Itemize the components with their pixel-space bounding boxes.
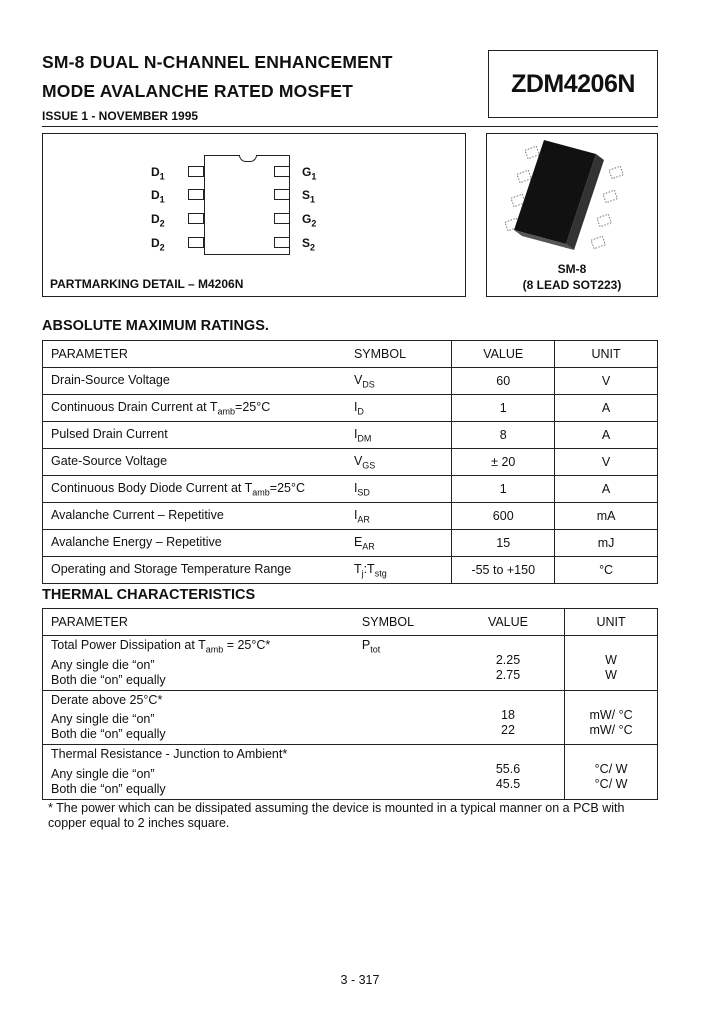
thermal-table xyxy=(42,608,658,800)
pin-label-left-1: $D_1$ xyxy=(151,165,165,182)
symbol-cell: $P_{tot}$ xyxy=(362,636,452,691)
pin-label-left-3: $D_2$ xyxy=(151,212,165,229)
parameter-cell: Thermal Resistance - Junction to Ambient* Any single die “on” Both die “on” equally xyxy=(43,745,362,800)
table-header-row xyxy=(43,609,658,636)
value-cell: 2.25 2.75 xyxy=(452,636,565,691)
unit-cell: °C/ W °C/ W xyxy=(565,745,658,800)
title-line-1: SM-8 DUAL N-CHANNEL ENHANCEMENT xyxy=(42,52,393,72)
value-cell: ± 20 xyxy=(452,449,555,476)
col-symbol: SYMBOL xyxy=(348,341,452,368)
col-unit: UNIT xyxy=(555,341,658,368)
table-row xyxy=(43,636,658,691)
unit-cell: V xyxy=(555,368,658,395)
issue-date: ISSUE 1 - NOVEMBER 1995 xyxy=(42,109,199,123)
lead-right-3 xyxy=(274,213,290,224)
lead-right-1 xyxy=(274,166,290,177)
value-cell: 55.6 45.5 xyxy=(452,745,565,800)
table-row xyxy=(43,422,658,449)
unit-cell: mA xyxy=(555,503,658,530)
table-row xyxy=(43,449,658,476)
title-line-2: MODE AVALANCHE RATED MOSFET xyxy=(42,81,353,101)
parameter-cell: Continuous Body Diode Current at $T_{amb}=25^\circ C$ xyxy=(43,476,348,503)
unit-cell: A xyxy=(555,422,658,449)
pin-label-right-1: $G_1$ xyxy=(302,165,317,182)
col-unit: UNIT xyxy=(565,609,658,636)
value-cell: 1 xyxy=(452,395,555,422)
page-number: 3 - 317 xyxy=(340,973,380,987)
unit-cell: W W xyxy=(565,636,658,691)
parameter-cell: Gate-Source Voltage xyxy=(43,449,348,476)
table-row xyxy=(43,476,658,503)
abs-max-title: ABSOLUTE MAXIMUM RATINGS. xyxy=(42,318,269,334)
col-value: VALUE xyxy=(452,341,555,368)
table-row xyxy=(43,690,658,745)
pin-label-right-3: $G_2$ xyxy=(302,212,317,229)
lead-left-2 xyxy=(188,189,204,200)
lead-left-4 xyxy=(188,237,204,248)
abs-max-table xyxy=(42,340,658,584)
parameter-cell: Continuous Drain Current at $T_{amb}=25^\circ C$ xyxy=(43,395,348,422)
col-parameter: PARAMETER xyxy=(43,609,362,636)
footnote: * The power which can be dissipated assuming the device is mounted in a typical manner on a PCB with copper equal to 2 inches square. xyxy=(48,801,625,830)
table-row xyxy=(43,395,658,422)
value-cell: 15 xyxy=(452,530,555,557)
col-symbol: SYMBOL xyxy=(362,609,452,636)
package-drawing-icon xyxy=(496,138,646,258)
package-name: SM-8 xyxy=(557,262,587,276)
unit-cell: °C xyxy=(555,557,658,584)
lead-right-2 xyxy=(274,189,290,200)
pin-label-right-4: $S_2$ xyxy=(302,236,316,253)
part-number-box xyxy=(488,50,658,118)
partmarking-detail: PARTMARKING DETAIL – M4206N xyxy=(50,277,244,291)
pin-label-left-4: $D_2$ xyxy=(151,236,165,253)
table-row xyxy=(43,503,658,530)
pin-label-left-2: $D_1$ xyxy=(151,188,165,205)
unit-cell: A xyxy=(555,395,658,422)
header-rule xyxy=(42,126,658,127)
value-cell: -55 to +150 xyxy=(452,557,555,584)
value-cell: 60 xyxy=(452,368,555,395)
table-header-row xyxy=(43,341,658,368)
symbol-cell: $T_j:T_{stg}$ xyxy=(348,557,452,584)
symbol-cell: $I_D$ xyxy=(348,395,452,422)
package-description: (8 LEAD SOT223) xyxy=(522,278,622,292)
value-cell: 1 xyxy=(452,476,555,503)
table-row xyxy=(43,368,658,395)
pin-label-right-2: $S_1$ xyxy=(302,188,316,205)
parameter-cell: Total Power Dissipation at $T_{amb} = 25^\circ C*$ Any single die “on” Both die “on” equally xyxy=(43,636,362,691)
symbol-cell xyxy=(362,690,452,745)
symbol-cell: $I_{DM}$ xyxy=(348,422,452,449)
part-number: ZDM4206N xyxy=(511,69,635,98)
thermal-title: THERMAL CHARACTERISTICS xyxy=(42,587,256,603)
symbol-cell: $I_{SD}$ xyxy=(348,476,452,503)
parameter-cell: Derate above 25°C* Any single die “on” Both die “on” equally xyxy=(43,690,362,745)
parameter-cell: Operating and Storage Temperature Range xyxy=(43,557,348,584)
col-value: VALUE xyxy=(452,609,565,636)
value-cell: 600 xyxy=(452,503,555,530)
table-row xyxy=(43,530,658,557)
table-row xyxy=(43,557,658,584)
parameter-cell: Drain-Source Voltage xyxy=(43,368,348,395)
lead-right-4 xyxy=(274,237,290,248)
unit-cell: A xyxy=(555,476,658,503)
value-cell: 18 22 xyxy=(452,690,565,745)
symbol-cell: $V_{GS}$ xyxy=(348,449,452,476)
parameter-cell: Pulsed Drain Current xyxy=(43,422,348,449)
col-parameter: PARAMETER xyxy=(43,341,348,368)
value-cell: 8 xyxy=(452,422,555,449)
chip-notch xyxy=(239,155,257,162)
unit-cell: mJ xyxy=(555,530,658,557)
unit-cell: mW/ °C mW/ °C xyxy=(565,690,658,745)
symbol-cell: $V_{DS}$ xyxy=(348,368,452,395)
unit-cell: V xyxy=(555,449,658,476)
table-row xyxy=(43,745,658,800)
symbol-cell xyxy=(362,745,452,800)
parameter-cell: Avalanche Current – Repetitive xyxy=(43,503,348,530)
lead-left-1 xyxy=(188,166,204,177)
symbol-cell: $E_{AR}$ xyxy=(348,530,452,557)
parameter-cell: Avalanche Energy – Repetitive xyxy=(43,530,348,557)
lead-left-3 xyxy=(188,213,204,224)
symbol-cell: $I_{AR}$ xyxy=(348,503,452,530)
